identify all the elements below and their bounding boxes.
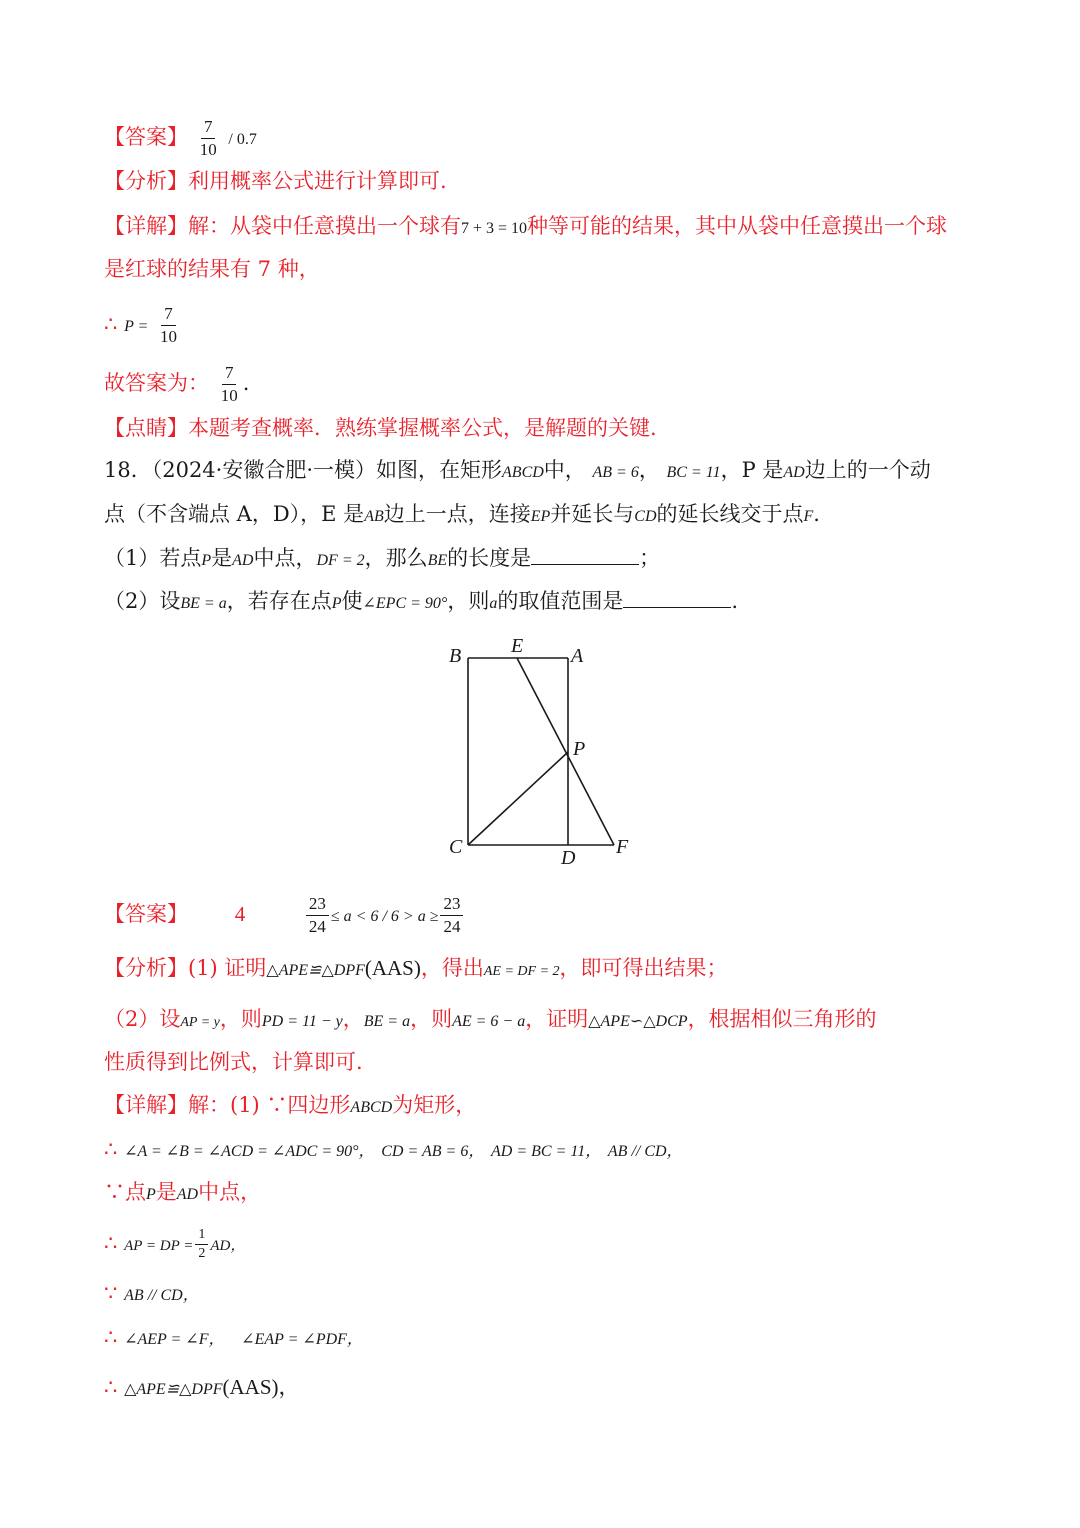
probability-line: ∴ P = $\frac{7}{10}$ [104, 303, 182, 348]
answer-18-part2: $\frac{23}{24}$ ≤ a < 6 / 6 > a ≥ $\frac{23}{24}$ [304, 902, 466, 926]
segment-cp [468, 752, 568, 845]
answer-18-part1: 4 [234, 902, 246, 926]
problem-18-line2: 点（不含端点 A，D），E 是AB边上一点，连接EP并延长与CD的延长线交于点F. [104, 502, 820, 526]
detail-18-line5: ∵ AB // CD， [104, 1281, 199, 1305]
detail-18-line3: ∵点P是AD中点， [104, 1180, 262, 1204]
analysis-17-line [104, 166, 447, 196]
answer-tag: 【答案】 [104, 902, 188, 926]
conclusion-fraction: $\frac{7}{10}$ [220, 363, 238, 405]
label-e: E [511, 635, 524, 657]
label-b: B [449, 645, 462, 667]
analysis-18-line2: （2）设AP = y，则PD = 11 − y，BE = a，则AE = 6 − a，证明△APE∽△DCP，根据相似三角形的 [104, 1007, 877, 1031]
answer-17-line [104, 116, 257, 161]
detail-17-line2: 是红球的结果有 7 种， [104, 257, 320, 281]
analysis-18-line1: 【分析】(1) 证明△APE≌△DPF(AAS)，得出AE = DF = 2，即可得出结果； [104, 956, 728, 980]
answer-alt: / 0.7 [228, 131, 257, 148]
answer-blank-2[interactable] [623, 587, 731, 608]
analysis-text: 利用概率公式进行计算即可. [188, 169, 447, 193]
detail-18-line2: ∴ ∠A = ∠B = ∠ACD = ∠ADC = 90°， CD = AB = 6， AD = BC = 11， AB // CD， [104, 1137, 683, 1161]
answer-18-line [104, 893, 465, 938]
analysis-18-line3: 性质得到比例式，计算即可. [104, 1050, 363, 1074]
detail-tag: 【详解】 [104, 1093, 188, 1117]
question-18-2: （2）设BE = a，若存在点P使∠EPC = 90°，则a的取值范围是 . [104, 589, 739, 613]
detail-tag: 【详解】 [104, 214, 188, 238]
label-p: P [573, 738, 586, 760]
analysis-tag: 【分析】 [104, 956, 188, 980]
detail-18-line6: ∴ ∠AEP = ∠F， ∠EAP = ∠PDF， [104, 1325, 363, 1349]
detail-17-line1: 【详解】解：从袋中任意摸出一个球有7 + 3 = 10种等可能的结果，其中从袋中任意摸出一个球 [104, 214, 948, 238]
detail-18-line7: ∴ △APE≌△DPF(AAS)， [104, 1375, 300, 1399]
comment-tag: 【点睛】 [104, 416, 188, 440]
label-f: F [616, 836, 629, 858]
detail-18-line4: ∴ AP = DP = $\frac{1}{2}$ AD， [104, 1227, 246, 1261]
question-18-1: （1）若点P是AD中点，DF = 2，那么BE的长度是 ； [104, 546, 661, 570]
problem-18-line1: 18．（2024·安徽合肥·一模）如图，在矩形ABCD中， AB = 6， BC = 11，P 是AD边上的一个动 [104, 458, 931, 482]
label-d: D [561, 847, 576, 869]
detail-18-line1: 【详解】解：(1) ∵四边形ABCD为矩形， [104, 1093, 477, 1117]
conclusion-17-line: 故答案为： $\frac{7}{10}$ . [104, 363, 250, 405]
answer-fraction: $\frac{7}{10}$ [199, 117, 217, 159]
probability-fraction: $\frac{7}{10}$ [160, 304, 178, 346]
answer-tag: 【答案】 [104, 125, 188, 149]
segment-ef [517, 658, 614, 845]
analysis-tag: 【分析】 [104, 169, 188, 193]
geometry-figure [440, 630, 640, 870]
answer-blank-1[interactable] [531, 544, 639, 565]
label-a: A [571, 645, 584, 667]
comment-17-line: 【点睛】本题考查概率．熟练掌握概率公式，是解题的关键. [104, 416, 657, 440]
label-c: C [449, 836, 463, 858]
